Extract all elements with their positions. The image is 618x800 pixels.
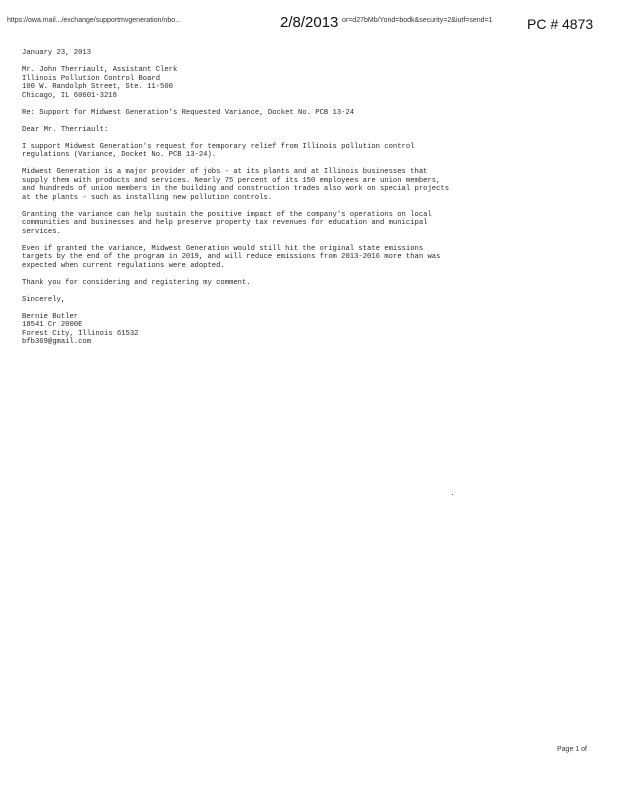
paragraph-line: communities and businesses and help preserve property tax revenues for education and municipal [22,219,428,227]
paragraph-line: targets by the end of the program in 2019, and will reduce emissions from 2013-2016 more than was [22,253,441,261]
letter-salutation: Dear Mr. Therriault: [22,125,109,134]
paragraph-5 [22,279,582,288]
paragraph-2 [22,168,582,202]
scan-speck [452,494,453,495]
paragraph-line: expected when current regulations were adopted. [22,261,225,270]
paragraph-line: Thank you for considering and registering my comment. [22,278,251,287]
paragraph-line: Even if granted the variance, Midwest Generation would still hit the original state emissions [22,244,424,253]
paragraph-line: supply them with products and services. Nearly 75 percent of its 150 employees are union members, [22,176,441,185]
signature-address: 18541 Cr 2000E [22,321,83,329]
header-url-left: https://owa.mail.../exchange/supportmvgeneration/nbo... [7,17,181,24]
signature-name: Bernie Butler [22,312,79,321]
letter-closing: Sincerely, [22,295,66,304]
addressee-block [22,66,582,100]
signature-block [22,313,582,347]
paragraph-line: at the plants - such as installing new pollution controls. [22,193,273,202]
paragraph-3 [22,211,582,237]
paragraph-line: Granting the variance can help sustain the positive impact of the company's operations on local [22,210,432,219]
letter-date: January 23, 2013 [22,49,92,57]
signature-city: Forest City, Illinois 61532 [22,329,139,338]
letter-body [22,49,582,347]
header-stamp-date: 2/8/2013 [280,14,339,31]
paragraph-line: Midwest Generation is a major provider of jobs - at its plants and at Illinois businesses that [22,168,428,176]
paragraph-line: and hundreds of union members in the building and construction trades also work on special projects [22,185,450,193]
addressee-line: Illinois Pollution Control Board [22,74,161,83]
paragraph-line: regulations (Variance, Docket No. PCB 13-24). [22,151,217,159]
page-number-footer: Page 1 of [557,746,587,753]
addressee-line: 100 W. Randolph Street, Ste. 11-500 [22,83,173,91]
addressee-line: Chicago, IL 60601-3218 [22,91,117,100]
paragraph-line: I support Midwest Generation's request for temporary relief from Illinois pollution control [22,142,415,151]
paragraph-4 [22,245,582,271]
header-pc-number: PC # 4873 [527,16,594,32]
signature-email: bfb369@gmail.com [22,338,92,346]
letter-subject: Re: Support for Midwest Generation's Requested Variance, Docket No. PCB 13-24 [22,108,355,117]
header-url-right: or=d27bMb/Yond=bodk&security=2&iutf=send=1 [342,17,493,24]
addressee-line: Mr. John Therriault, Assistant Clerk [22,66,178,74]
paragraph-1 [22,143,582,160]
paragraph-line: services. [22,227,61,236]
